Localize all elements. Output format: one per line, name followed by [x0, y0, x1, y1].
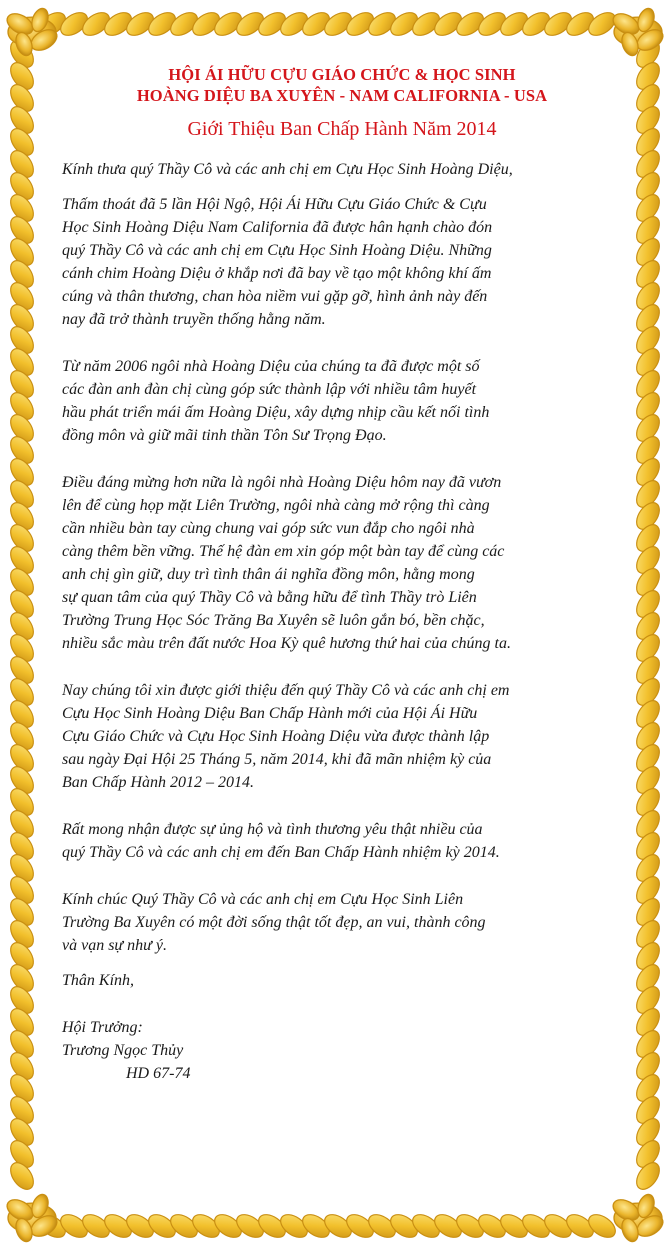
signer-name: Trương Ngọc Thủy — [62, 1042, 184, 1059]
paragraph-line: sự quan tâm của quý Thầy Cô và bằng hữu để tình Thầy trò Liên — [62, 589, 477, 606]
letter-content — [62, 64, 622, 1184]
closing: Thân Kính, — [62, 972, 135, 989]
paragraph-line: nhiều sắc màu trên đất nước Hoa Kỳ quê hương thứ hai của chúng ta. — [62, 635, 511, 652]
paragraph-3 — [62, 471, 622, 655]
paragraph-line: Kính chúc Quý Thầy Cô và các anh chị em Cựu Học Sinh Liên — [62, 891, 464, 908]
paragraph-line: Nay chúng tôi xin được giới thiệu đến quý Thầy Cô và các anh chị em — [62, 682, 510, 699]
paragraph-4 — [62, 679, 622, 794]
paragraph-line: Ban Chấp Hành 2012 – 2014. — [62, 774, 254, 791]
paragraph-2 — [62, 355, 622, 447]
paragraph-line: và vạn sự như ý. — [62, 937, 167, 954]
paragraph-line: đồng môn và giữ mãi tinh thần Tôn Sư Trọng Đạo. — [62, 427, 387, 444]
paragraph-line: hầu phát triển mái ấm Hoàng Diệu, xây dựng nhịp cầu kết nối tình — [62, 404, 490, 421]
paragraph-line: nay đã trở thành truyền thống hằng năm. — [62, 311, 326, 328]
paragraph-line: Cựu Học Sinh Hoàng Diệu Ban Chấp Hành mới của Hội Ái Hữu — [62, 705, 478, 722]
paragraph-line: Điều đáng mừng hơn nữa là ngôi nhà Hoàng Diệu hôm nay đã vươn — [62, 474, 502, 491]
paragraph-line: lên để cùng họp mặt Liên Trường, ngôi nhà càng mở rộng thì càng — [62, 497, 490, 514]
paragraph-5 — [62, 818, 622, 864]
signer-title: Hội Trưởng: — [62, 1019, 143, 1036]
paragraph-line: cánh chim Hoàng Diệu ở khắp nơi đã bay về tạo một không khí ấm — [62, 265, 492, 282]
association-name-line1: HỘI ÁI HỮU CỰU GIÁO CHỨC & HỌC SINH — [168, 65, 516, 84]
paragraph-line: Từ năm 2006 ngôi nhà Hoàng Diệu của chúng ta đã được một số — [62, 358, 480, 375]
page-title: Giới Thiệu Ban Chấp Hành Năm 2014 — [187, 118, 497, 140]
paragraph-line: Cựu Giáo Chức và Cựu Học Sinh Hoàng Diệu vừa được thành lập — [62, 728, 490, 745]
paragraph-line: cần nhiều bàn tay cùng chung vai góp sức vun đắp cho ngôi nhà — [62, 520, 475, 537]
paragraph-line: các đàn anh đàn chị cùng góp sức thành lập với nhiều tâm huyết — [62, 381, 477, 398]
paragraph-1 — [62, 193, 622, 331]
paragraph-line: quý Thầy Cô và các anh chị em đến Ban Chấp Hành nhiệm kỳ 2014. — [62, 844, 500, 861]
paragraph-line: quý Thầy Cô và các anh chị em Cựu Học Sinh Hoàng Diệu. Những — [62, 242, 492, 259]
paragraph-line: Thấm thoát đã 5 lần Hội Ngộ, Hội Ái Hữu Cựu Giáo Chức & Cựu — [62, 196, 487, 213]
paragraph-line: Trường Trung Học Sóc Trăng Ba Xuyên sẽ luôn gắn bó, bền chặc, — [62, 612, 485, 629]
paragraph-line: Học Sinh Hoàng Diệu Nam California đã được hân hạnh chào đón — [62, 219, 493, 236]
salutation: Kính thưa quý Thầy Cô và các anh chị em Cựu Học Sinh Hoàng Diệu, — [62, 161, 513, 178]
letter-body — [62, 158, 622, 1085]
paragraph-line: Trường Ba Xuyên có một đời sống thật tốt đẹp, an vui, thành công — [62, 914, 486, 931]
paragraph-line: càng thêm bền vững. Thế hệ đàn em xin góp một bàn tay để cùng các — [62, 543, 505, 560]
paragraph-line: cúng và thân thương, chan hòa niềm vui gặp gỡ, hình ảnh này đến — [62, 288, 488, 305]
paragraph-line: anh chị gìn giữ, duy trì tình thân ái nghĩa đồng môn, hằng mong — [62, 566, 475, 583]
paragraph-line: Rất mong nhận được sự ủng hộ và tình thương yêu thật nhiều của — [62, 821, 483, 838]
paragraph-6 — [62, 888, 622, 957]
signer-note: HD 67-74 — [126, 1065, 191, 1082]
paragraph-line: sau ngày Đại Hội 25 Tháng 5, năm 2014, khi đã mãn nhiệm kỳ của — [62, 751, 492, 768]
association-name-line2: HOÀNG DIỆU BA XUYÊN - NAM CALIFORNIA - USA — [136, 86, 548, 105]
corner-knot — [610, 1192, 667, 1244]
